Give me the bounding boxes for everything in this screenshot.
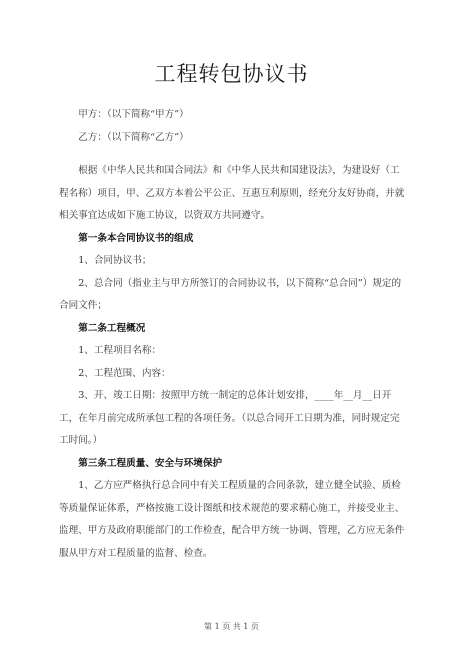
document-body — [59, 104, 409, 565]
section-heading: 第三条工程质量、安全与环境保护 — [78, 457, 223, 469]
section-item: 2、总合同（指业主与甲方所签订的合同协议书，以下简称“总合同”）规定的合同文件； — [59, 277, 402, 311]
section-item: 2、工程范围、内容： — [78, 367, 171, 379]
party-b-line: 乙方：（以下简称“乙方”） — [78, 131, 189, 143]
document-title: 工程转包协议书 — [154, 62, 309, 86]
preamble-paragraph: 根据《中华人民共和国合同法》和《中华人民共和国建设法》，为建设好（工程名称）项目，甲、乙双方本着公平公正、互惠互利原则，经充分友好协商，并就相关事宜达成如下施工协议，以资双方共同遵守。 — [59, 165, 405, 221]
section-item: 1、合同协议书； — [78, 255, 152, 266]
party-a-line: 甲方：（以下简称“甲方”） — [78, 109, 189, 120]
page-footer: 第 1 页 共 1 页 — [204, 622, 259, 631]
section-item: 1、乙方应严格执行总合同中有关工程质量的合同条款，建立健全试验、质检等质量保证体系，严格按施工设计图纸和技术规范的要求精心施工，并接受业主、监理、甲方及政府职能部门的工作检查，配合甲方统一协调、管理，乙方应无条件服从甲方对工程质量的监督、检查。 — [59, 480, 405, 559]
section-item: 3、开、竣工日期：按照甲方统一制定的总体计划安排，____年__月__日开工，在年月前完成所承包工程的各项任务。（以总合同开工日期为准，同时规定完工时间。） — [59, 390, 400, 446]
section-heading: 第一条本合同协议书的组成 — [78, 232, 194, 244]
section-item: 1、工程项目名称： — [78, 345, 162, 356]
section-heading: 第二条工程概况 — [78, 322, 146, 334]
